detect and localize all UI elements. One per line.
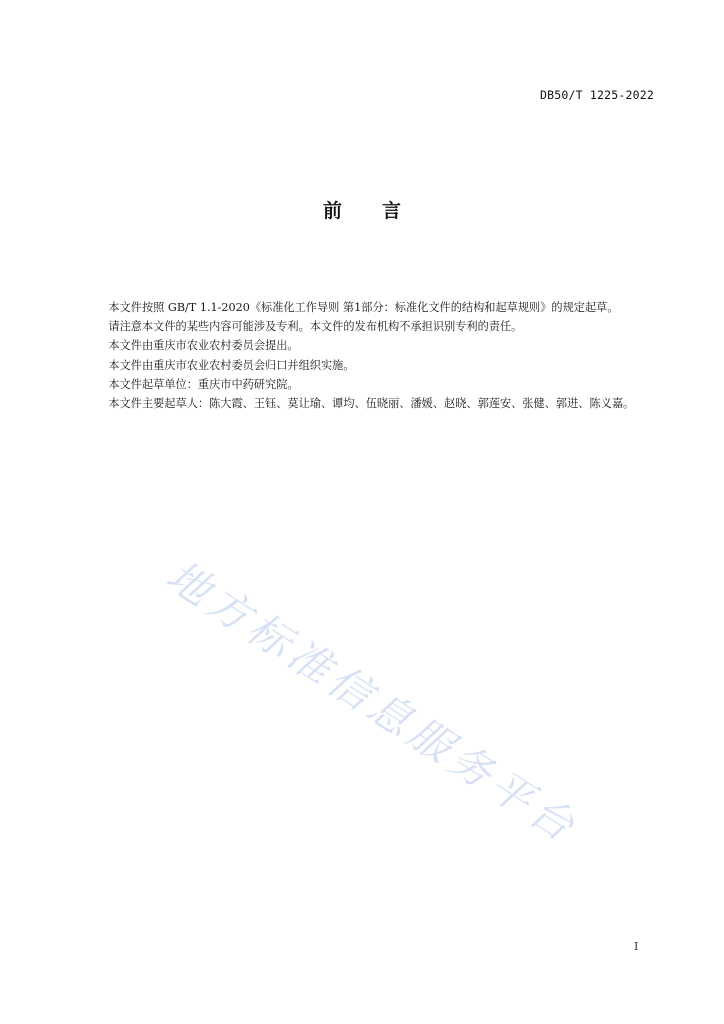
paragraph: 本文件由重庆市农业农村委员会归口并组织实施。 — [108, 358, 355, 372]
foreword-body — [86, 298, 658, 413]
page-title — [0, 196, 724, 223]
document-number: DB50/T 1225-2022 — [540, 88, 654, 102]
paragraph: 本文件主要起草人：陈大霞、王钰、莫让瑜、谭均、伍晓丽、潘媛、赵晓、郭莲安、张健、郭进、陈义嘉。 — [108, 397, 635, 411]
paragraph: 本文件由重庆市农业农村委员会提出。 — [108, 339, 299, 353]
title-char-2: 言 — [382, 200, 402, 222]
title-char-1: 前 — [322, 200, 342, 222]
paragraph: 请注意本文件的某些内容可能涉及专利。本文件的发布机构不承担识别专利的责任。 — [108, 320, 523, 334]
page-number: I — [634, 940, 639, 953]
watermark: 地方标准信息服务平台 — [158, 550, 588, 854]
paragraph: 本文件按照 GB/T 1.1-2020《标准化工作导则 第1部分：标准化文件的结构和起草规则》的规定起草。 — [108, 301, 619, 314]
paragraph: 本文件起草单位：重庆市中药研究院。 — [108, 377, 299, 391]
